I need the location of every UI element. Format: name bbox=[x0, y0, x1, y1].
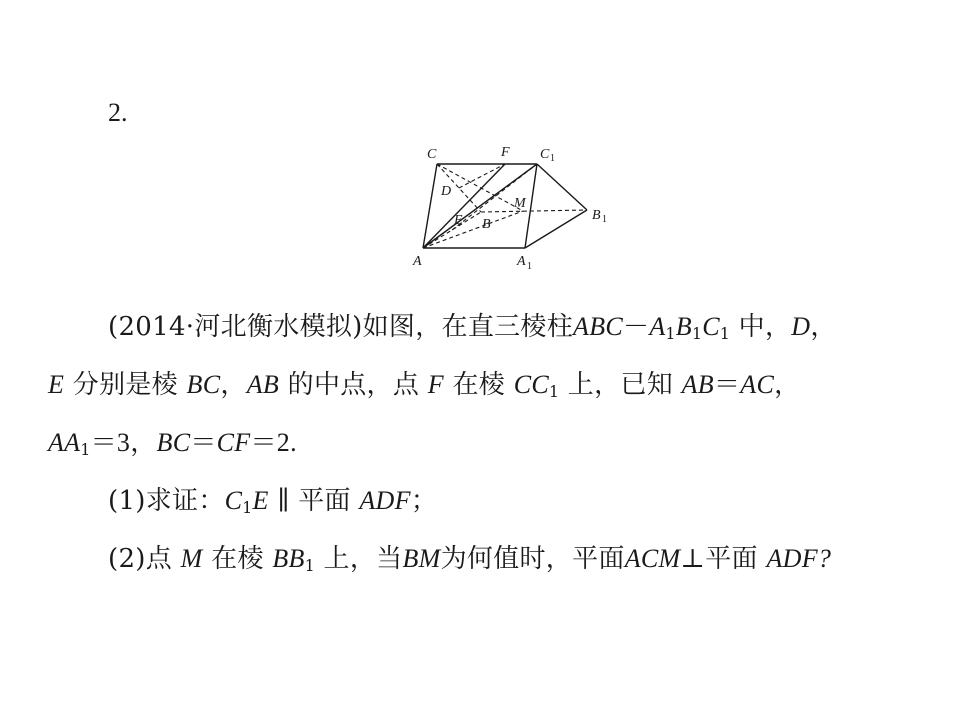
prism-diagram bbox=[405, 140, 625, 275]
label-B1-sub: 1 bbox=[602, 214, 607, 225]
problem-number: 2. bbox=[108, 98, 128, 127]
edge-C1B1 bbox=[537, 164, 587, 210]
problem-part-1: (1)求证：$C_1E$ ∥ 平面 ADF； bbox=[108, 486, 438, 517]
problem-source: (2014·河北衡水模拟)如图，在直三棱柱 bbox=[108, 312, 574, 342]
label-A1: A bbox=[517, 254, 526, 269]
edge-BB1 bbox=[481, 210, 587, 212]
label-A1-sub: 1 bbox=[527, 261, 532, 272]
dashed-edges bbox=[423, 164, 587, 248]
problem-line-2: E 分别是棱 BC，AB 的中点，点 F 在棱 $CC_1$ 上，已知 AB＝AC， bbox=[48, 370, 801, 401]
label-B1: B bbox=[592, 208, 601, 223]
edge-B1A1 bbox=[525, 210, 587, 248]
label-D: D bbox=[441, 184, 452, 199]
prism-figure bbox=[405, 140, 625, 275]
label-C: C bbox=[427, 147, 437, 162]
problem-line-1: (2014·河北衡水模拟)如图，在直三棱柱$ABC-A_1B_1C_1$ 中，D， bbox=[108, 312, 837, 343]
problem-part-2: (2)点 M 在棱 $BB_1$ 上，当BM为何值时，平面ACM⊥平面 ADF? bbox=[108, 544, 832, 575]
edge-A1C1 bbox=[525, 164, 537, 248]
problem-line-3: $AA_1=3$，BC＝CF＝2. bbox=[48, 428, 297, 459]
label-M: M bbox=[514, 196, 526, 211]
label-A: A bbox=[413, 254, 422, 269]
problem-text bbox=[48, 298, 918, 588]
label-C1-sub: 1 bbox=[550, 153, 555, 164]
label-B: B bbox=[482, 217, 491, 232]
label-C1: C bbox=[540, 147, 550, 162]
label-E: E bbox=[454, 213, 463, 228]
solid-edges bbox=[423, 164, 587, 248]
label-F: F bbox=[501, 145, 510, 160]
edge-DF bbox=[459, 164, 505, 188]
